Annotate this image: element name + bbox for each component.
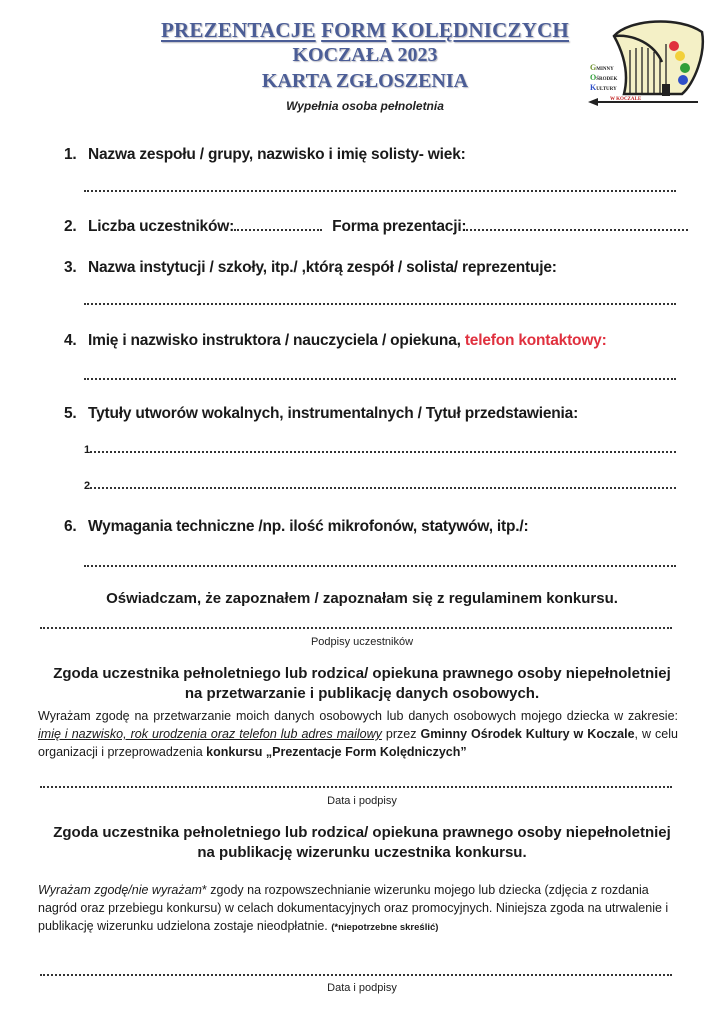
title-entry-1[interactable]: 1 [84, 444, 676, 456]
contact-phone-label: telefon kontaktowy: [464, 332, 607, 349]
data-consent-text: Wyrażam zgodę na przetwarzanie moich danych osobowych lub danych osobowych mojego dziecka w zakresie: imię i nazwisko, rok urodzenia oraz telefon lub adres mailowy przez Gminny Ośrodek Kultury w Koczale, w celu organizacji i przeprowadzenia konkursu „Prezentacje Form Kolędniczych” [38, 709, 678, 759]
title-word-2: FORM [321, 18, 387, 42]
harp-palette-icon [584, 14, 708, 108]
image-consent-signature-field[interactable] [40, 974, 672, 976]
question-3-answer-field[interactable] [84, 303, 676, 305]
title-entry-2-field[interactable] [90, 487, 676, 489]
regulations-declaration: Oświadczam, że zapoznałem / zapoznałam się z regulaminem konkursu. [106, 590, 618, 607]
participants-signature-field[interactable] [40, 627, 672, 629]
question-5-label: 5. Tytuły utworów wokalnych, instrumentalnych / Tytuł przedstawienia: [64, 405, 579, 422]
question-6-label: 6. Wymagania techniczne /np. ilość mikrofonów, statywów, itp./: [64, 518, 529, 535]
strike-out-note: (*niepotrzebne skreślić) [331, 922, 439, 933]
svg-text:KULTURY: KULTURY [590, 83, 617, 92]
question-4-label: 4. Imię i nazwisko instruktora / nauczyciela / opiekuna, telefon kontaktowy: [64, 332, 607, 349]
data-scope: imię i nazwisko, rok urodzenia oraz telefon lub adres mailowy [38, 727, 382, 741]
title-entry-1-field[interactable] [90, 451, 676, 453]
question-1-answer-field[interactable] [84, 190, 676, 192]
contest-name: konkursu „Prezentacje Form Kolędniczych” [206, 745, 467, 759]
event-location-year: KOCZAŁA 2023 [292, 44, 438, 66]
question-4-answer-field[interactable] [84, 378, 676, 380]
participants-count-field[interactable] [234, 229, 322, 231]
gok-koczala-logo [584, 14, 708, 108]
organizer-name: Gminny Ośrodek Kultury w Koczale [420, 727, 635, 741]
question-3-label: 3. Nazwa instytucji / szkoły, itp./ ,którą zespół / solista/ reprezentuje: [64, 259, 557, 276]
image-consent-signature-label: Data i podpisy [327, 982, 397, 994]
title-word-3: KOLĘDNICZYCH [391, 18, 569, 42]
svg-text:GMINNY: GMINNY [590, 63, 614, 72]
data-consent-title: Zgoda uczestnika pełnoletniego lub rodzica/ opiekuna prawnego osoby niepełnoletniej na przetwarzanie i publikację danych osobowych. [53, 665, 671, 702]
svg-text:W KOCZALE: W KOCZALE [610, 97, 642, 102]
question-6-answer-field[interactable] [84, 565, 676, 567]
form-subtitle: Wypełnia osoba pełnoletnia [286, 99, 444, 113]
data-consent-signature-label: Data i podpisy [327, 795, 397, 807]
data-consent-signature-field[interactable] [40, 786, 672, 788]
image-consent-title: Zgoda uczestnika pełnoletniego lub rodzica/ opiekuna prawnego osoby niepełnoletniej na publikację wizerunku uczestnika konkursu. [53, 824, 671, 861]
question-1-label: 1. Nazwa zespołu / grupy, nazwisko i imię solisty- wiek: [64, 146, 466, 163]
document-title [140, 18, 590, 43]
image-consent-text: Wyrażam zgodę/nie wyrażam* zgody na rozpowszechnianie wizerunku mojego lub dziecka (zdjęcia z rozdania nagród oraz przebiegu konkursu) w celach dokumentacyjnych oraz promocyjnych. Niniejsza zgoda na utrwalenie i publikację wizerunku udzielona zostaje nieodpłatnie. (*niepotrzebne skreślić) [38, 883, 669, 933]
presentation-form-field[interactable] [466, 229, 688, 231]
form-title: KARTA ZGŁOSZENIA [261, 70, 469, 92]
participants-signature-label: Podpisy uczestników [310, 636, 414, 648]
title-word-1: PREZENTACJE [161, 18, 316, 42]
svg-text:OŚRODEK: OŚRODEK [590, 73, 618, 82]
title-entry-2[interactable]: 2 [84, 480, 676, 492]
consent-choice[interactable]: Wyrażam zgodę/nie wyrażam [38, 883, 202, 897]
question-2-label: 2. Liczba uczestników: Forma prezentacji: [64, 218, 688, 236]
